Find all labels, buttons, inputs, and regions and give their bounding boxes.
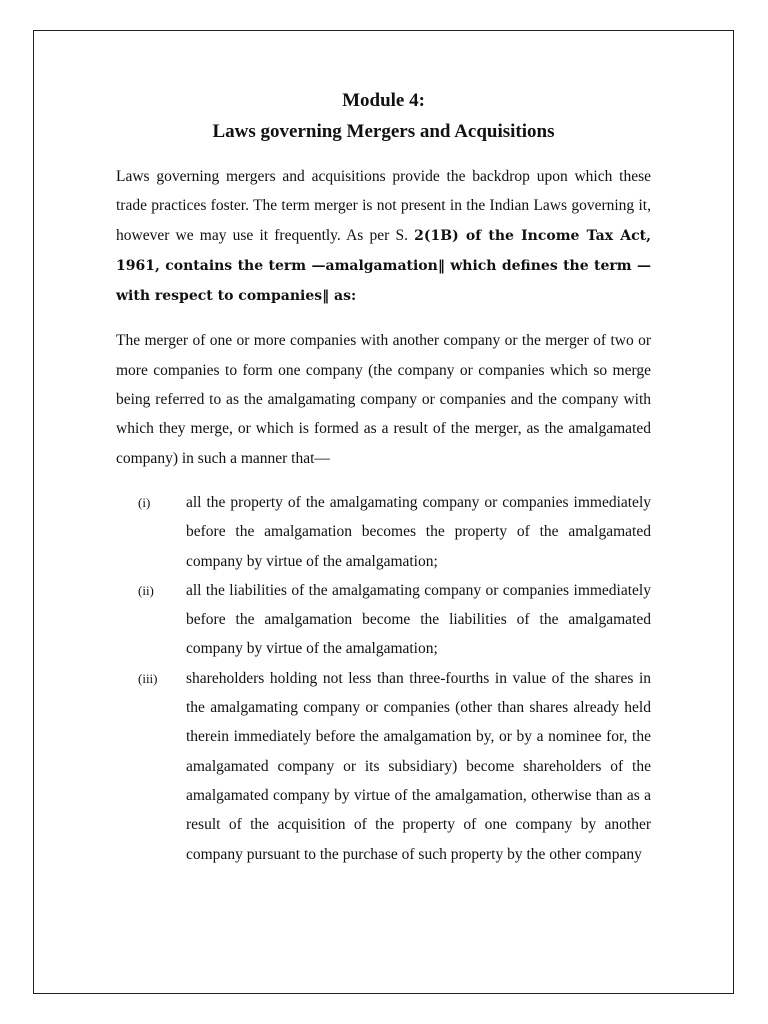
module-title: Module 4:: [342, 90, 425, 111]
list-item-number: (iii): [138, 670, 158, 686]
list-item-text: all the liabilities of the amalgamating company or companies immediately before the amalgamation become the liabilities of the amalgamated company by virtue of the amalgamation;: [186, 581, 651, 658]
definition-paragraph: The merger of one or more companies with another company or the merger of two or more companies to form one company (the company or companies which so merge being referred to as the amalgamating company or companies and the company with which they merge, or which is formed as a result of the merger, as the amalgamated company) in such a manner that—: [116, 332, 651, 467]
conditions-list: [116, 488, 651, 869]
list-item-text: all the property of the amalgamating company or companies immediately before the amalgamation becomes the property of the amalgamated company by virtue of the amalgamation;: [186, 493, 651, 570]
document-content: [116, 86, 651, 869]
intro-bold-text: 2(1B) of the Income Tax Act, 1961, contains the term —amalgamation‖ which defines the term —with respect to companies‖ as:: [116, 227, 651, 305]
list-item: [116, 664, 651, 869]
intro-paragraph: [116, 162, 651, 311]
list-item-number: (ii): [138, 582, 154, 598]
module-subtitle: Laws governing Mergers and Acquisitions: [212, 121, 555, 142]
list-item: [116, 576, 651, 664]
list-item-text: shareholders holding not less than three-fourths in value of the shares in the amalgamating company or companies (other than shares already held therein immediately before the amalgamation by, or by a nominee for, the amalgamated company or its subsidiary) become shareholders of the amalgamated company by virtue of the amalgamation, otherwise than as a result of the acquisition of the property of one company by another company pursuant to the purchase of such property by the other company: [186, 669, 651, 863]
list-item: [116, 488, 651, 576]
intro-text: Laws governing mergers and acquisitions provide the backdrop upon which these trade practices foster. The term merger is not present in the Indian Laws governing it, however we may use it frequently. As per S.: [116, 168, 651, 244]
list-item-number: (i): [138, 494, 151, 510]
